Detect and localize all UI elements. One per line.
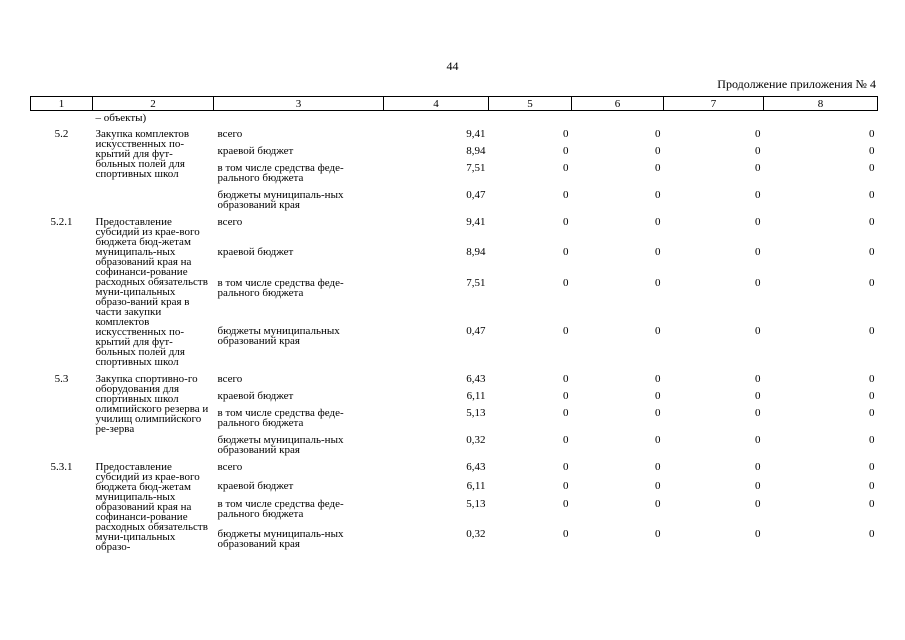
column-header: 5	[489, 97, 572, 111]
amount-cell: 0	[655, 162, 661, 174]
amount-cell: 0	[563, 145, 569, 157]
table-body	[31, 111, 878, 556]
section-name: Предоставление субсидий из крае-вого бюджета бюд-жетам муниципаль-ных образований края на софинанси-рование расходных обязательств муни-ципальных образо-	[95, 461, 208, 553]
amount-cell: 0	[755, 498, 761, 511]
amount-cell: 6,11	[466, 479, 486, 492]
amount-cell: 0	[755, 407, 761, 419]
amount-cell: 0	[563, 407, 569, 419]
funding-source: краевой бюджет	[217, 390, 294, 402]
funding-source: в том числе средства феде-рального бюджета	[217, 498, 344, 521]
amount-cell: 0	[655, 128, 661, 140]
funding-source: краевой бюджет	[217, 145, 294, 157]
funding-source: всего	[217, 128, 243, 140]
amount-cell: 0	[869, 276, 875, 289]
section-code: 5.3	[54, 373, 69, 385]
continuation-row	[31, 111, 878, 126]
funding-source: всего	[217, 461, 243, 473]
amount-cell: 0	[869, 407, 875, 419]
funding-source: краевой бюджет	[217, 479, 294, 492]
amount-cell: 0	[869, 461, 875, 473]
amount-cell: 0,32	[466, 434, 486, 446]
amount-cell: 0	[869, 528, 875, 541]
amount-cell: 0	[755, 479, 761, 492]
amount-cell: 0	[563, 479, 569, 492]
amount-cell: 0	[563, 162, 569, 174]
table-row	[31, 125, 878, 142]
amount-cell: 0	[755, 390, 761, 402]
amount-cell: 0	[655, 390, 661, 402]
amount-cell: 0	[869, 434, 875, 446]
amount-cell: 0	[755, 324, 761, 337]
continuation-fragment: – объекты)	[95, 112, 147, 124]
amount-cell: 0	[655, 373, 661, 385]
amount-cell: 6,11	[466, 390, 486, 402]
amount-cell: 0	[655, 246, 661, 259]
amount-cell: 0	[655, 216, 661, 228]
amount-cell: 0	[563, 373, 569, 385]
amount-cell: 0	[655, 498, 661, 511]
amount-cell: 5,13	[466, 407, 486, 419]
funding-source: всего	[217, 373, 243, 385]
funding-source: бюджеты муниципаль-ных образований края	[217, 434, 344, 456]
column-header: 7	[664, 97, 764, 111]
section-name: Закупка спортивно-го оборудования для спортивных школ олимпийского резерва и училищ олимпийского ре-зерва	[95, 373, 209, 435]
page-number: 44	[446, 59, 459, 73]
amount-cell: 0	[755, 246, 761, 259]
section-code: 5.2	[54, 128, 69, 140]
amount-cell: 0	[563, 461, 569, 473]
amount-cell: 0	[655, 189, 661, 201]
amount-cell: 0	[563, 434, 569, 446]
amount-cell: 0	[655, 407, 661, 419]
amount-cell: 0	[655, 145, 661, 157]
amount-cell: 0	[563, 216, 569, 228]
amount-cell: 0	[755, 528, 761, 541]
amount-cell: 0	[655, 528, 661, 541]
amount-cell: 0	[563, 390, 569, 402]
amount-cell: 0	[563, 276, 569, 289]
table-row	[31, 213, 878, 243]
amount-cell: 9,41	[466, 128, 486, 140]
amount-cell: 0	[563, 324, 569, 337]
amount-cell: 0	[655, 324, 661, 337]
amount-cell: 0	[755, 128, 761, 140]
amount-cell: 0	[869, 128, 875, 140]
funding-source: в том числе средства феде-рального бюджета	[217, 276, 344, 299]
amount-cell: 0	[869, 498, 875, 511]
amount-cell: 0	[755, 162, 761, 174]
amount-cell: 0	[869, 324, 875, 337]
amount-cell: 9,41	[466, 216, 486, 228]
amount-cell: 0	[655, 276, 661, 289]
funding-source: бюджеты муниципаль-ных образований края	[217, 189, 344, 211]
amount-cell: 0,47	[466, 324, 486, 337]
column-header: 3	[214, 97, 384, 111]
amount-cell: 0	[563, 246, 569, 259]
funding-source: бюджеты муниципальных образований края	[217, 324, 340, 347]
amount-cell: 0	[869, 145, 875, 157]
amount-cell: 0	[869, 390, 875, 402]
amount-cell: 6,43	[466, 461, 486, 473]
amount-cell: 0	[655, 434, 661, 446]
column-header: 6	[572, 97, 664, 111]
amount-cell: 0	[869, 373, 875, 385]
amount-cell: 0	[755, 434, 761, 446]
amount-cell: 0	[563, 128, 569, 140]
amount-cell: 0	[755, 216, 761, 228]
amount-cell: 0	[563, 528, 569, 541]
funding-source: в том числе средства феде-рального бюджета	[217, 407, 344, 429]
amount-cell: 0	[563, 498, 569, 511]
column-header: 8	[764, 97, 878, 111]
amount-cell: 0	[655, 461, 661, 473]
amount-cell: 0,32	[466, 528, 486, 541]
funding-source: всего	[217, 216, 243, 228]
amount-cell: 0	[869, 216, 875, 228]
funding-source: в том числе средства феде-рального бюджета	[217, 162, 344, 184]
section-name: Закупка комплектов искусственных по-крытий для фут-больных полей для спортивных школ	[95, 128, 190, 180]
funding-source: краевой бюджет	[217, 246, 294, 259]
amount-cell: 0	[869, 189, 875, 201]
amount-cell: 7,51	[466, 276, 486, 289]
amount-cell: 0	[755, 276, 761, 289]
column-header: 2	[93, 97, 214, 111]
amount-cell: 5,13	[466, 498, 486, 511]
column-header: 1	[31, 97, 93, 111]
amount-cell: 7,51	[466, 162, 486, 174]
amount-cell: 0	[869, 162, 875, 174]
amount-cell: 6,43	[466, 373, 486, 385]
amount-cell: 8,94	[466, 145, 486, 157]
table-header-row	[31, 97, 878, 111]
amount-cell: 0	[869, 479, 875, 492]
amount-cell: 0	[755, 373, 761, 385]
appendix-continuation-label: Продолжение приложения № 4	[717, 77, 876, 91]
funding-source: бюджеты муниципаль-ных образований края	[217, 528, 344, 551]
section-code: 5.3.1	[50, 461, 73, 473]
column-header: 4	[384, 97, 489, 111]
amount-cell: 0	[755, 145, 761, 157]
section-name: Предоставление субсидий из крае-вого бюджета бюд-жетам муниципаль-ных образований края на софинанси-рование расходных обязательств муни-ципальных образо-ваний края в части закупки комплектов искусственных по-крытий для фут-больных полей для спортивных школ	[95, 216, 208, 368]
section-code: 5.2.1	[50, 216, 73, 228]
funding-table	[30, 96, 878, 555]
table-row	[31, 370, 878, 387]
amount-cell: 0	[755, 461, 761, 473]
amount-cell: 0	[563, 189, 569, 201]
amount-cell: 8,94	[466, 246, 486, 259]
amount-cell: 0,47	[466, 189, 486, 201]
amount-cell: 0	[755, 189, 761, 201]
amount-cell: 0	[869, 246, 875, 259]
amount-cell: 0	[655, 479, 661, 492]
table-row	[31, 458, 878, 477]
